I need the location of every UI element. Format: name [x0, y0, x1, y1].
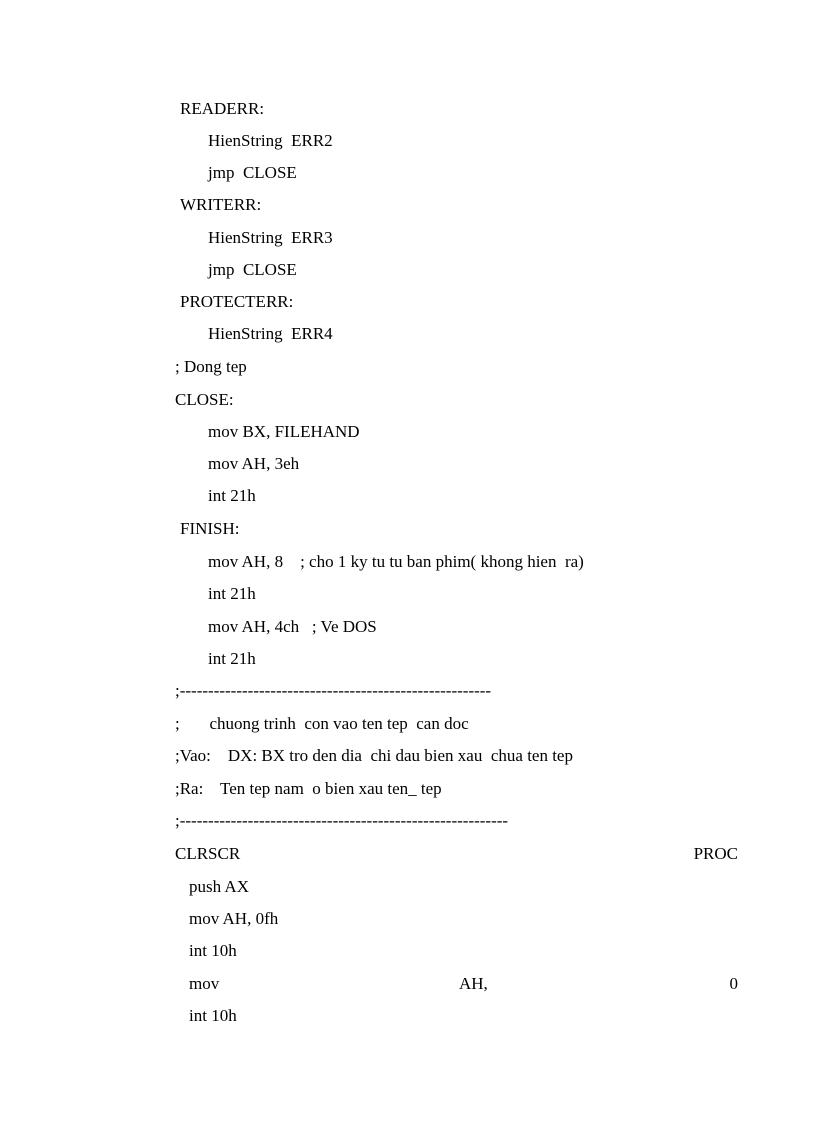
code-line: CLOSE: [175, 390, 234, 409]
code-line: int 10h [189, 941, 237, 960]
code-line: WRITERR: [180, 195, 262, 214]
code-line: HienString ERR2 [208, 131, 333, 150]
code-line: HienString ERR4 [208, 324, 333, 343]
code-line: FINISH: [180, 519, 240, 538]
code-line: PROTECTERR: [180, 292, 294, 311]
code-line: mov AH, 3eh [208, 454, 300, 473]
code-line: int 21h [208, 584, 256, 603]
comment-line: ; Dong tep [175, 357, 247, 376]
code-line: push AX [189, 877, 249, 896]
code-line: mov AH, 0fh [189, 909, 279, 928]
comment-line: ; chuong trinh con vao ten tep can doc [175, 714, 469, 733]
code-line: int 21h [208, 486, 256, 505]
code-token-mov: mov [189, 974, 220, 993]
code-token-value: 0 [729, 974, 738, 993]
comment-separator: ;---------------------------------------------------------- [175, 811, 509, 830]
code-line: jmp CLOSE [208, 163, 297, 182]
comment-separator: ;------------------------------------------------------- [175, 681, 492, 700]
code-line: mov AH, 8 ; cho 1 ky tu tu ban phim( khong hien ra) [208, 552, 584, 571]
code-line: int 10h [189, 1006, 237, 1025]
code-line: jmp CLOSE [208, 260, 297, 279]
proc-keyword: PROC [693, 844, 738, 863]
code-line: HienString ERR3 [208, 228, 333, 247]
comment-line: ;Vao: DX: BX tro den dia chi dau bien xau chua ten tep [175, 746, 573, 765]
code-line: mov BX, FILEHAND [208, 422, 360, 441]
code-line: int 21h [208, 649, 256, 668]
code-line: mov AH, 4ch ; Ve DOS [208, 617, 377, 636]
proc-name: CLRSCR [175, 844, 241, 863]
code-token-register: AH, [459, 974, 488, 993]
code-line: READERR: [180, 99, 265, 118]
comment-line: ;Ra: Ten tep nam o bien xau ten_ tep [175, 779, 442, 798]
